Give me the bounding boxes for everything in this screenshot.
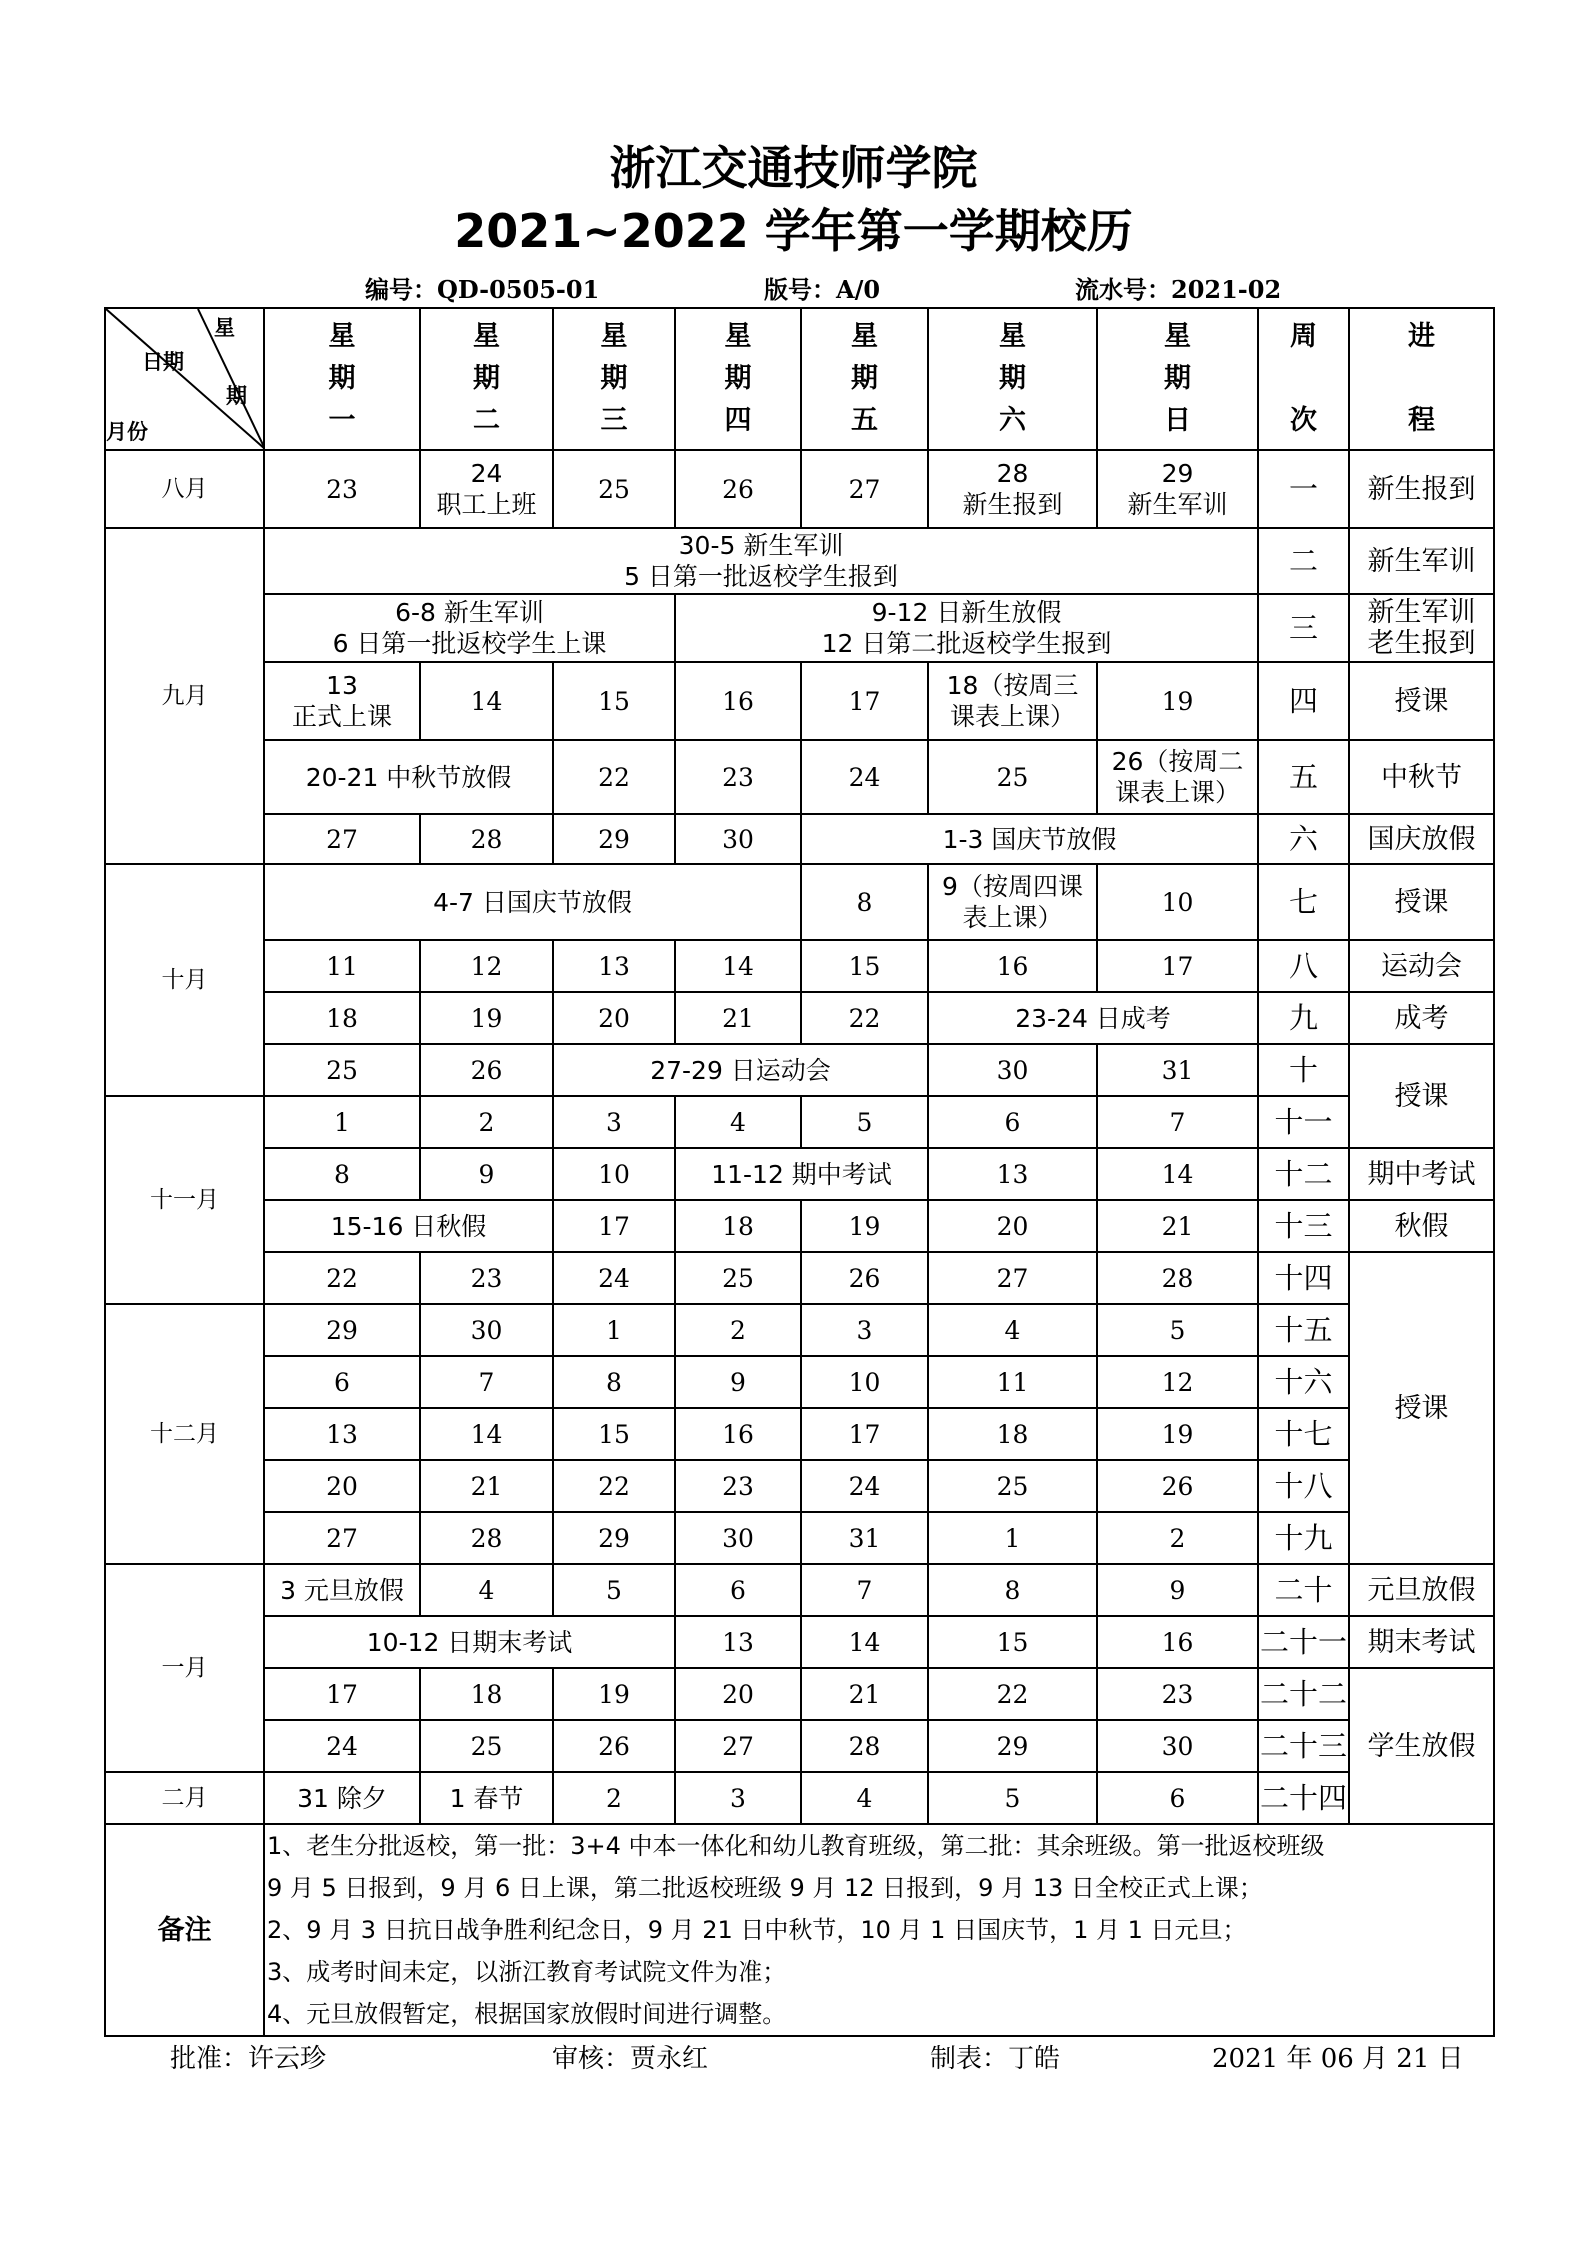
day-cell: 1 春节 (420, 1772, 553, 1824)
day-cell: 30 (1097, 1720, 1258, 1772)
progress-cell: 新生报到 (1349, 450, 1494, 528)
day-cell: 2 (553, 1772, 675, 1824)
week-number-cell: 二十 (1258, 1564, 1349, 1616)
day-cell: 13 (553, 940, 675, 992)
header-tue (420, 308, 553, 450)
calendar-row (105, 1460, 1494, 1512)
day-cell: 14 (420, 1408, 553, 1460)
week-number-cell: 九 (1258, 992, 1349, 1044)
day-cell: 26 (420, 1044, 553, 1096)
day-cell: 20 (553, 992, 675, 1044)
day-cell: 18 (420, 1668, 553, 1720)
progress-cell: 授课 (1349, 1252, 1494, 1564)
corner-date: 日期 (142, 350, 184, 374)
day-cell: 30 (420, 1304, 553, 1356)
day-cell: 27 (675, 1720, 801, 1772)
header-week (1258, 308, 1349, 450)
day-cell: 27 (801, 450, 928, 528)
week-number-cell: 二 (1258, 528, 1349, 594)
header-thu (675, 308, 801, 450)
calendar-row (105, 1356, 1494, 1408)
progress-cell: 授课 (1349, 662, 1494, 740)
calendar-row (105, 1668, 1494, 1720)
day-cell: 25 (420, 1720, 553, 1772)
day-cell: 26 (675, 450, 801, 528)
remark-line: 3、成考时间未定，以浙江教育考试院文件为准； (267, 1958, 787, 1986)
day-cell: 30 (675, 1512, 801, 1564)
week-number-cell: 十八 (1258, 1460, 1349, 1512)
day-cell: 21 (801, 1668, 928, 1720)
month-cell: 一月 (105, 1564, 264, 1772)
day-cell: 3 (675, 1772, 801, 1824)
day-cell: 4 (928, 1304, 1097, 1356)
day-cell: 17 (801, 662, 928, 740)
day-cell: 2 (1097, 1512, 1258, 1564)
day-cell: 19 (1097, 662, 1258, 740)
day-cell: 11 (928, 1356, 1097, 1408)
day-cell: 21 (420, 1460, 553, 1512)
day-cell: 2 (420, 1096, 553, 1148)
document-date: 2021 年 06 月 21 日 (1212, 2044, 1464, 2074)
day-cell: 24 (801, 1460, 928, 1512)
day-cell: 6 (928, 1096, 1097, 1148)
day-cell: 7 (801, 1564, 928, 1616)
doc-code-label: 编号： (365, 276, 437, 304)
event-cell: 20-21 中秋节放假 (264, 740, 553, 814)
day-cell: 31 除夕 (264, 1772, 420, 1824)
day-cell: 13 (675, 1616, 801, 1668)
day-cell: 16 (1097, 1616, 1258, 1668)
calendar-row (105, 1772, 1494, 1824)
event-cell: 9-12 日新生放假 12 日第二批返校学生报到 (675, 594, 1258, 662)
progress-cell: 新生军训 老生报到 (1349, 594, 1494, 662)
doc-code (365, 270, 599, 305)
day-cell: 23 (1097, 1668, 1258, 1720)
event-cell: 23-24 日成考 (928, 992, 1258, 1044)
day-cell: 10 (801, 1356, 928, 1408)
day-cell: 1 (264, 1096, 420, 1148)
day-cell: 23 (675, 740, 801, 814)
week-number-cell: 二十四 (1258, 1772, 1349, 1824)
remark-line: 4、元旦放假暂定，根据国家放假时间进行调整。 (267, 2000, 787, 2028)
header-wed-label: 星 期 三 (600, 321, 628, 436)
progress-cell: 国庆放假 (1349, 814, 1494, 864)
progress-cell: 期中考试 (1349, 1148, 1494, 1200)
day-cell: 18 (928, 1408, 1097, 1460)
day-cell: 4 (675, 1096, 801, 1148)
calendar-row (105, 1096, 1494, 1148)
week-number-cell: 一 (1258, 450, 1349, 528)
week-number-cell: 十五 (1258, 1304, 1349, 1356)
event-cell: 10-12 日期末考试 (264, 1616, 675, 1668)
doc-serial-value: 2021-02 (1171, 275, 1282, 304)
doc-version (764, 270, 880, 305)
header-thu-label: 星 期 四 (724, 321, 752, 436)
day-cell: 14 (1097, 1148, 1258, 1200)
day-cell: 6 (1097, 1772, 1258, 1824)
day-cell: 7 (1097, 1096, 1258, 1148)
day-cell: 16 (675, 1408, 801, 1460)
event-cell: 1-3 国庆节放假 (801, 814, 1258, 864)
day-cell: 21 (675, 992, 801, 1044)
day-cell: 13 正式上课 (264, 662, 420, 740)
reviewed-by: 审核：贾永红 (552, 2044, 709, 2074)
calendar-row (105, 1304, 1494, 1356)
calendar-row (105, 1252, 1494, 1304)
calendar-row (105, 1512, 1494, 1564)
day-cell: 26 (1097, 1460, 1258, 1512)
day-cell: 31 (801, 1512, 928, 1564)
day-cell: 4 (801, 1772, 928, 1824)
day-cell: 17 (801, 1408, 928, 1460)
day-cell: 17 (1097, 940, 1258, 992)
day-cell: 26（按周二 课表上课） (1097, 740, 1258, 814)
day-cell: 23 (264, 450, 420, 528)
day-cell: 1 (928, 1512, 1097, 1564)
remark-line: 1、老生分批返校，第一批：3+4 中本一体化和幼儿教育班级，第二批：其余班级。第一批返校班级 (267, 1832, 1325, 1860)
week-number-cell: 八 (1258, 940, 1349, 992)
week-number-cell: 十一 (1258, 1096, 1349, 1148)
day-cell: 28 (420, 1512, 553, 1564)
week-number-cell: 五 (1258, 740, 1349, 814)
remark-line: 9 月 5 日报到，9 月 6 日上课，第二批返校班级 9 月 12 日报到，9 月 13 日全校正式上课； (267, 1874, 1263, 1902)
remarks-label: 备注 (105, 1824, 264, 2036)
day-cell: 26 (801, 1252, 928, 1304)
remark-line: 2、9 月 3 日抗日战争胜利纪念日，9 月 21 日中秋节，10 月 1 日国庆节，1 月 1 日元旦； (267, 1916, 1247, 1944)
day-cell: 5 (553, 1564, 675, 1616)
day-cell: 11 (264, 940, 420, 992)
school-name: 浙江交通技师学院 (609, 141, 978, 195)
week-number-cell: 十四 (1258, 1252, 1349, 1304)
day-cell: 25 (928, 740, 1097, 814)
calendar-title: 2021~2022 学年第一学期校历 (454, 204, 1133, 258)
day-cell: 15 (553, 662, 675, 740)
month-cell: 十一月 (105, 1096, 264, 1304)
day-cell: 28 (420, 814, 553, 864)
remarks-content (264, 1824, 1494, 2036)
day-cell: 28 新生报到 (928, 450, 1097, 528)
event-cell: 6-8 新生军训 6 日第一批返校学生上课 (264, 594, 675, 662)
day-cell: 8 (801, 864, 928, 940)
day-cell: 19 (420, 992, 553, 1044)
header-sat (928, 308, 1097, 450)
day-cell: 15 (801, 940, 928, 992)
calendar-row (105, 528, 1494, 594)
calendar-row (105, 450, 1494, 528)
day-cell: 3 (801, 1304, 928, 1356)
day-cell: 15 (928, 1616, 1097, 1668)
day-cell: 14 (801, 1616, 928, 1668)
month-cell: 十月 (105, 864, 264, 1096)
day-cell: 16 (675, 662, 801, 740)
day-cell: 9 (675, 1356, 801, 1408)
day-cell: 24 (264, 1720, 420, 1772)
day-cell: 8 (553, 1356, 675, 1408)
day-cell: 14 (675, 940, 801, 992)
event-cell: 30-5 新生军训 5 日第一批返校学生报到 (264, 528, 1258, 594)
day-cell: 3 (553, 1096, 675, 1148)
header-week-label: 周 次 (1290, 321, 1317, 436)
header-fri-label: 星 期 五 (851, 321, 878, 436)
day-cell: 31 (1097, 1044, 1258, 1096)
progress-cell: 中秋节 (1349, 740, 1494, 814)
day-cell: 18 (675, 1200, 801, 1252)
month-cell: 八月 (105, 450, 264, 528)
day-cell: 25 (264, 1044, 420, 1096)
event-cell: 11-12 期中考试 (675, 1148, 928, 1200)
day-cell: 13 (928, 1148, 1097, 1200)
day-cell: 22 (801, 992, 928, 1044)
day-cell: 8 (264, 1148, 420, 1200)
calendar-row (105, 1200, 1494, 1252)
day-cell: 25 (553, 450, 675, 528)
header-mon-label: 星 期 一 (328, 321, 356, 436)
header-sun (1097, 308, 1258, 450)
event-cell: 15-16 日秋假 (264, 1200, 553, 1252)
day-cell: 5 (1097, 1304, 1258, 1356)
day-cell: 6 (675, 1564, 801, 1616)
calendar-row (105, 992, 1494, 1044)
week-number-cell: 二十一 (1258, 1616, 1349, 1668)
week-number-cell: 三 (1258, 594, 1349, 662)
day-cell: 29 新生军训 (1097, 450, 1258, 528)
day-cell: 9 (420, 1148, 553, 1200)
header-row (105, 308, 1494, 450)
remarks-row (105, 1824, 1494, 2036)
doc-version-value: A/0 (836, 275, 881, 304)
header-sat-label: 星 期 六 (999, 321, 1026, 436)
week-number-cell: 十三 (1258, 1200, 1349, 1252)
doc-serial-label: 流水号： (1075, 276, 1171, 304)
calendar-row (105, 864, 1494, 940)
day-cell: 25 (675, 1252, 801, 1304)
day-cell: 29 (264, 1304, 420, 1356)
day-cell: 30 (675, 814, 801, 864)
prepared-by: 制表：丁皓 (930, 2044, 1061, 2074)
header-sun-label: 星 期 日 (1164, 321, 1191, 436)
event-cell: 27-29 日运动会 (553, 1044, 928, 1096)
header-fri (801, 308, 928, 450)
week-number-cell: 六 (1258, 814, 1349, 864)
day-cell: 1 (553, 1304, 675, 1356)
day-cell: 20 (675, 1668, 801, 1720)
day-cell: 5 (801, 1096, 928, 1148)
day-cell: 24 职工上班 (420, 450, 553, 528)
event-cell: 4-7 日国庆节放假 (264, 864, 801, 940)
day-cell: 17 (264, 1668, 420, 1720)
day-cell: 13 (264, 1408, 420, 1460)
day-cell: 14 (420, 662, 553, 740)
week-number-cell: 十 (1258, 1044, 1349, 1096)
header-mon (264, 308, 420, 450)
day-cell: 19 (1097, 1408, 1258, 1460)
day-cell: 8 (928, 1564, 1097, 1616)
calendar-row (105, 1564, 1494, 1616)
calendar-row (105, 1616, 1494, 1668)
day-cell: 18（按周三 课表上课） (928, 662, 1097, 740)
week-number-cell: 二十三 (1258, 1720, 1349, 1772)
progress-cell: 学生放假 (1349, 1668, 1494, 1824)
calendar-row (105, 1720, 1494, 1772)
doc-version-label: 版号： (764, 276, 836, 304)
corner-cell (105, 308, 264, 450)
corner-month: 月份 (106, 420, 148, 444)
week-number-cell: 十九 (1258, 1512, 1349, 1564)
progress-cell: 运动会 (1349, 940, 1494, 992)
progress-cell: 期末考试 (1349, 1616, 1494, 1668)
day-cell: 12 (420, 940, 553, 992)
day-cell: 23 (675, 1460, 801, 1512)
corner-period: 期 (226, 384, 247, 408)
day-cell: 25 (928, 1460, 1097, 1512)
progress-cell: 秋假 (1349, 1200, 1494, 1252)
month-cell: 九月 (105, 528, 264, 864)
corner-weekday: 星 (214, 316, 235, 340)
calendar-row (105, 662, 1494, 740)
week-number-cell: 十七 (1258, 1408, 1349, 1460)
day-cell: 4 (420, 1564, 553, 1616)
day-cell: 27 (928, 1252, 1097, 1304)
day-cell: 18 (264, 992, 420, 1044)
day-cell: 24 (553, 1252, 675, 1304)
day-cell: 7 (420, 1356, 553, 1408)
progress-cell: 新生军训 (1349, 528, 1494, 594)
day-cell: 6 (264, 1356, 420, 1408)
day-cell: 12 (1097, 1356, 1258, 1408)
day-cell: 10 (553, 1148, 675, 1200)
day-cell: 22 (928, 1668, 1097, 1720)
progress-cell: 授课 (1349, 1044, 1494, 1148)
week-number-cell: 十二 (1258, 1148, 1349, 1200)
day-cell: 19 (553, 1668, 675, 1720)
header-wed (553, 308, 675, 450)
calendar-row (105, 740, 1494, 814)
day-cell: 22 (553, 1460, 675, 1512)
week-number-cell: 二十二 (1258, 1668, 1349, 1720)
doc-code-value: QD-0505-01 (437, 275, 600, 304)
day-cell: 28 (1097, 1252, 1258, 1304)
calendar-row (105, 940, 1494, 992)
day-cell: 27 (264, 814, 420, 864)
day-cell: 26 (553, 1720, 675, 1772)
calendar-row (105, 594, 1494, 662)
day-cell: 10 (1097, 864, 1258, 940)
header-tue-label: 星 期 二 (473, 321, 500, 436)
day-cell: 9 (1097, 1564, 1258, 1616)
day-cell: 27 (264, 1512, 420, 1564)
approved-by: 批准：许云珍 (170, 2044, 327, 2074)
day-cell: 21 (1097, 1200, 1258, 1252)
day-cell: 22 (264, 1252, 420, 1304)
header-progress (1349, 308, 1494, 450)
progress-cell: 授课 (1349, 864, 1494, 940)
calendar-row (105, 1148, 1494, 1200)
day-cell: 28 (801, 1720, 928, 1772)
day-cell: 3 元旦放假 (264, 1564, 420, 1616)
calendar-row (105, 1044, 1494, 1096)
doc-serial (1075, 270, 1281, 305)
day-cell: 5 (928, 1772, 1097, 1824)
day-cell: 19 (801, 1200, 928, 1252)
day-cell: 15 (553, 1408, 675, 1460)
day-cell: 20 (928, 1200, 1097, 1252)
day-cell: 24 (801, 740, 928, 814)
day-cell: 23 (420, 1252, 553, 1304)
day-cell: 29 (553, 1512, 675, 1564)
day-cell: 20 (264, 1460, 420, 1512)
week-number-cell: 七 (1258, 864, 1349, 940)
week-number-cell: 四 (1258, 662, 1349, 740)
progress-cell: 元旦放假 (1349, 1564, 1494, 1616)
day-cell: 17 (553, 1200, 675, 1252)
day-cell: 2 (675, 1304, 801, 1356)
day-cell: 30 (928, 1044, 1097, 1096)
progress-cell: 成考 (1349, 992, 1494, 1044)
calendar-row (105, 1408, 1494, 1460)
day-cell: 29 (928, 1720, 1097, 1772)
week-number-cell: 十六 (1258, 1356, 1349, 1408)
header-progress-label: 进 程 (1408, 321, 1435, 436)
calendar-table (104, 307, 1495, 2037)
month-cell: 二月 (105, 1772, 264, 1824)
day-cell: 9（按周四课 表上课） (928, 864, 1097, 940)
calendar-row (105, 814, 1494, 864)
day-cell: 29 (553, 814, 675, 864)
day-cell: 16 (928, 940, 1097, 992)
month-cell: 十二月 (105, 1304, 264, 1564)
day-cell: 22 (553, 740, 675, 814)
